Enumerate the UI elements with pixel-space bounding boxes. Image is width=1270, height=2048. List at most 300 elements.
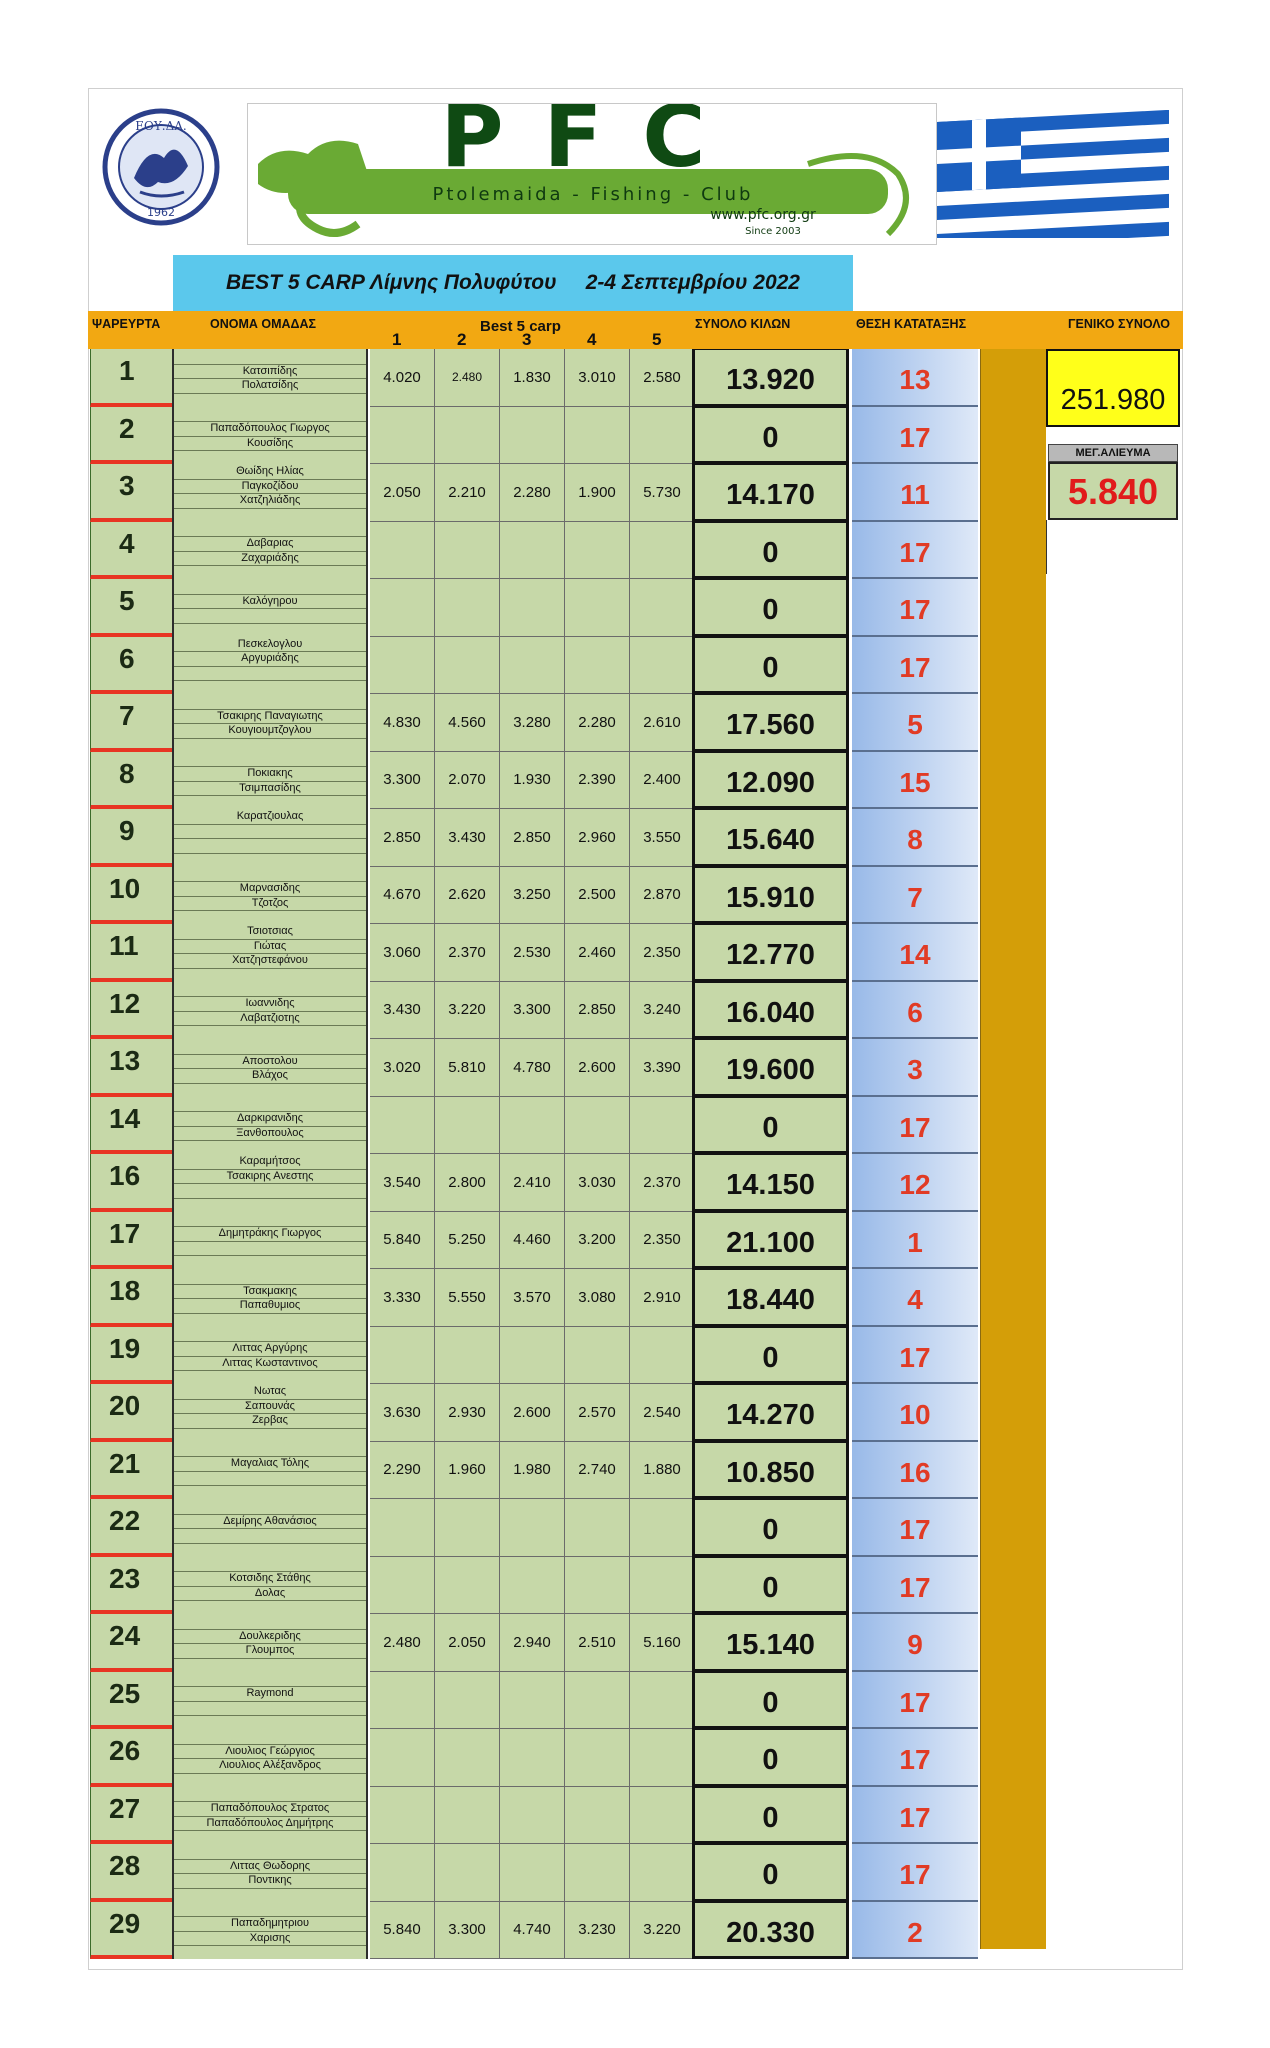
weight-cell — [500, 637, 565, 695]
spot-number-cell — [90, 752, 172, 810]
rank-cell: 16 — [852, 1442, 978, 1500]
spot-number: 1 — [119, 355, 135, 386]
table-row — [88, 809, 1048, 867]
team-member-name: Τσακιρης Παναγιωτης — [217, 709, 323, 722]
weight-cell: 4.670 — [370, 867, 435, 925]
team-member-name: Χαρισης — [249, 1931, 291, 1944]
col-rank-header: ΘΕΣΗ ΚΑΤΑΤΑΞΗΣ — [856, 317, 967, 331]
rank-cell: 10 — [852, 1384, 978, 1442]
team-names-cell — [172, 809, 368, 867]
team-member-name: Κατσιπίδης — [242, 364, 298, 377]
weight-cell: 3.240 — [630, 982, 695, 1040]
name-divider — [174, 910, 366, 911]
rank-cell: 17 — [852, 1729, 978, 1787]
pfc-since: Since 2003 — [745, 226, 801, 237]
name-divider — [174, 1528, 366, 1529]
weight-cell: 2.540 — [630, 1384, 695, 1442]
max-catch-value: 5.840 — [1048, 462, 1178, 520]
total-kilos-cell: 0 — [692, 1672, 849, 1730]
crest-text: ΕΟΥ.ΔΑ. — [135, 119, 187, 133]
name-divider — [174, 1140, 366, 1141]
weight-cell — [500, 522, 565, 580]
rank-cell: 15 — [852, 752, 978, 810]
rank-cell: 17 — [852, 1672, 978, 1730]
team-member-name: Χατζηλιάδης — [239, 494, 301, 506]
team-names-cell — [172, 1327, 368, 1385]
total-kilos-cell: 15.140 — [692, 1614, 849, 1672]
team-member-name: Λιουλιος Αλέξανδρος — [219, 1759, 321, 1771]
weight-cell: 2.850 — [500, 809, 565, 867]
weight-cell — [370, 1557, 435, 1615]
spot-number-cell — [90, 1384, 172, 1442]
name-divider — [174, 1600, 366, 1601]
spot-number: 26 — [109, 1735, 141, 1766]
team-names-cell — [172, 1787, 368, 1845]
name-divider — [174, 1183, 366, 1184]
name-divider — [174, 565, 366, 566]
name-divider — [174, 450, 366, 451]
weight-cell: 2.850 — [565, 982, 630, 1040]
weight-cell: 2.530 — [500, 924, 565, 982]
team-names-cell — [172, 752, 368, 810]
total-kilos-cell: 14.270 — [692, 1384, 849, 1442]
weight-cell: 3.010 — [565, 349, 630, 407]
col-w3-header: 3 — [522, 330, 532, 349]
team-member-name: Κοτσιδης Στάθης — [229, 1572, 311, 1584]
rank-cell: 12 — [852, 1154, 978, 1212]
weight-cell — [435, 637, 500, 695]
weight-cell — [500, 1097, 565, 1155]
team-names-cell — [172, 1097, 368, 1155]
table-row — [88, 1269, 1048, 1327]
column-header-bar — [88, 311, 1183, 349]
spot-number: 13 — [109, 1045, 141, 1076]
weight-cell — [435, 1499, 500, 1557]
rank-cell: 1 — [852, 1212, 978, 1270]
spot-number-cell — [90, 867, 172, 925]
team-member-name: Λιττας Θωδορης — [229, 1859, 311, 1872]
weight-cell — [500, 1327, 565, 1385]
name-divider — [174, 1241, 366, 1242]
team-member-name: Ζαχαριάδης — [241, 551, 299, 564]
team-member-name: Παπαδημητριου — [231, 1917, 309, 1929]
spot-number-cell — [90, 1729, 172, 1787]
team-member-name: Ποκιακης — [247, 767, 293, 779]
total-kilos-cell: 19.600 — [692, 1039, 849, 1097]
pfc-logo-text: PFC — [440, 104, 746, 187]
team-member-name: Αποστολου — [242, 1054, 298, 1067]
weight-cell: 2.510 — [565, 1614, 630, 1672]
spot-number: 24 — [109, 1620, 141, 1651]
table-row — [88, 694, 1048, 752]
team-member-name: Ιωαννιδης — [245, 997, 295, 1009]
team-member-name: Κουγιουμτζογλου — [228, 724, 312, 736]
weight-cell: 2.480 — [370, 1614, 435, 1672]
weight-cell: 5.250 — [435, 1212, 500, 1270]
team-names-cell — [172, 1557, 368, 1615]
table-row — [88, 637, 1048, 695]
weight-cell: 2.370 — [630, 1154, 695, 1212]
weight-cell: 2.210 — [435, 464, 500, 522]
spot-number-cell — [90, 1154, 172, 1212]
team-names-cell — [172, 867, 368, 925]
table-row — [88, 924, 1048, 982]
weight-cell — [630, 407, 695, 465]
team-member-name: Γιώτας — [253, 939, 287, 952]
col-w2-header: 2 — [457, 330, 467, 349]
spot-number-cell — [90, 637, 172, 695]
team-names-cell — [172, 637, 368, 695]
total-kilos-cell: 0 — [692, 1097, 849, 1155]
rank-cell: 17 — [852, 1787, 978, 1845]
total-kilos-cell: 0 — [692, 579, 849, 637]
weight-cell — [565, 1327, 630, 1385]
spot-number: 19 — [109, 1332, 141, 1364]
weight-cell — [565, 407, 630, 465]
name-divider — [174, 1543, 366, 1544]
team-member-name: Λαβατζιοτης — [240, 1011, 300, 1024]
name-divider — [174, 1658, 366, 1659]
weight-cell — [435, 579, 500, 637]
table-row — [88, 522, 1048, 580]
name-divider — [174, 1313, 366, 1314]
table-row — [88, 1787, 1048, 1845]
team-names-cell — [172, 1384, 368, 1442]
team-names-cell — [172, 1614, 368, 1672]
team-member-name: Τσακιρης Ανεστης — [226, 1169, 314, 1182]
weight-cell: 1.880 — [630, 1442, 695, 1500]
weight-cell: 3.630 — [370, 1384, 435, 1442]
team-names-cell — [172, 1442, 368, 1500]
name-divider — [174, 1428, 366, 1429]
name-divider — [174, 1485, 366, 1486]
col-team-header: ΟΝΟΜΑ ΟΜΑΔΑΣ — [210, 317, 317, 331]
team-member-name: Καρατζιουλας — [236, 810, 304, 822]
team-member-name: Τσιμπασίδης — [239, 781, 301, 794]
weight-cell: 1.960 — [435, 1442, 500, 1500]
col-w4-header: 4 — [587, 330, 597, 349]
rank-cell: 11 — [852, 464, 978, 522]
table-row — [88, 1729, 1048, 1787]
weight-cell: 2.960 — [565, 809, 630, 867]
rank-cell: 17 — [852, 1499, 978, 1557]
weight-cell: 4.460 — [500, 1212, 565, 1270]
team-member-name: Βλάχος — [252, 1069, 288, 1081]
weight-cell: 3.300 — [370, 752, 435, 810]
team-member-name: Λιουλιος Γεώργιος — [225, 1744, 315, 1757]
weight-cell — [500, 1844, 565, 1902]
rank-cell: 17 — [852, 522, 978, 580]
weight-cell — [370, 1499, 435, 1557]
rank-cell: 17 — [852, 1844, 978, 1902]
team-member-name: Δαρκιρανιδης — [236, 1112, 303, 1124]
weight-cell: 2.280 — [565, 694, 630, 752]
team-member-name: Ξανθοπουλος — [236, 1126, 304, 1139]
total-kilos-cell: 0 — [692, 1499, 849, 1557]
spot-number-cell — [90, 1902, 172, 1960]
weight-cell: 3.550 — [630, 809, 695, 867]
name-divider — [174, 1025, 366, 1026]
name-divider — [174, 680, 366, 681]
name-divider — [174, 1198, 366, 1199]
weight-cell — [565, 637, 630, 695]
total-kilos-cell: 0 — [692, 1557, 849, 1615]
name-divider — [174, 508, 366, 509]
weight-cell — [370, 407, 435, 465]
weight-cell: 3.430 — [435, 809, 500, 867]
team-names-cell — [172, 1269, 368, 1327]
col-w5-header: 5 — [652, 330, 662, 349]
weight-cell: 2.740 — [565, 1442, 630, 1500]
name-divider — [174, 838, 366, 839]
spot-number: 14 — [109, 1102, 141, 1134]
team-member-name: Δολας — [254, 1586, 286, 1599]
total-kilos-cell: 21.100 — [692, 1212, 849, 1270]
team-member-name: Καλόγηρου — [242, 594, 298, 607]
total-kilos-cell: 0 — [692, 407, 849, 465]
table-row — [88, 349, 1048, 407]
weight-cell: 3.080 — [565, 1269, 630, 1327]
table-row — [88, 1902, 1048, 1960]
weight-cell — [370, 1787, 435, 1845]
spot-number: 17 — [109, 1217, 141, 1249]
table-row — [88, 579, 1048, 637]
col-w1-header: 1 — [392, 330, 402, 349]
name-divider — [174, 1715, 366, 1716]
weight-cell: 2.390 — [565, 752, 630, 810]
table-row — [88, 1154, 1048, 1212]
table-row — [88, 1384, 1048, 1442]
club-crest-logo — [100, 108, 222, 226]
name-divider — [174, 795, 366, 796]
pfc-url: www.pfc.org.gr — [710, 207, 816, 223]
spot-number: 23 — [109, 1562, 141, 1594]
weight-cell — [630, 1844, 695, 1902]
pfc-logo — [248, 104, 936, 244]
name-divider — [174, 738, 366, 739]
spot-number: 25 — [109, 1677, 141, 1709]
weight-cell: 2.280 — [500, 464, 565, 522]
weight-cell — [630, 1499, 695, 1557]
weight-cell: 2.500 — [565, 867, 630, 925]
table-row — [88, 407, 1048, 465]
weight-cell: 5.550 — [435, 1269, 500, 1327]
max-catch-label: ΜΕΓ.ΑΛΙΕΥΜΑ — [1048, 444, 1178, 462]
name-divider — [174, 623, 366, 624]
rank-cell: 17 — [852, 407, 978, 465]
team-member-name: Γλουμπος — [245, 1644, 295, 1656]
weight-cell — [565, 1729, 630, 1787]
weight-cell — [435, 1844, 500, 1902]
weight-cell: 1.930 — [500, 752, 565, 810]
team-names-cell — [172, 349, 368, 407]
name-divider — [174, 393, 366, 394]
spot-number-cell — [90, 924, 172, 982]
spot-number-cell — [90, 1672, 172, 1730]
weight-cell — [565, 1097, 630, 1155]
total-kilos-cell: 20.330 — [692, 1902, 849, 1960]
table-row — [88, 1039, 1048, 1097]
pfc-subtitle: Ptolemaida - Fishing - Club — [432, 184, 754, 205]
spot-number-cell — [90, 1557, 172, 1615]
weight-cell: 3.540 — [370, 1154, 435, 1212]
total-kilos-cell: 12.090 — [692, 752, 849, 810]
weight-cell — [630, 1327, 695, 1385]
weight-cell: 3.570 — [500, 1269, 565, 1327]
team-member-name: Χατζηστεφάνου — [232, 954, 308, 966]
team-member-name: Παπαδόπουλος Γιωργος — [210, 422, 330, 434]
total-kilos-cell: 0 — [692, 1729, 849, 1787]
weight-cell — [630, 637, 695, 695]
spot-number-cell — [90, 1442, 172, 1500]
team-member-name: Κουσίδης — [246, 436, 294, 449]
weight-cell: 3.390 — [630, 1039, 695, 1097]
col-spot-header: ΨΑΡΕΥΡΤΑ — [92, 317, 161, 331]
spot-number-cell — [90, 1269, 172, 1327]
spot-number-cell — [90, 1787, 172, 1845]
pfc-banner — [247, 103, 937, 245]
greek-flag-icon — [937, 110, 1169, 238]
weight-cell — [370, 1729, 435, 1787]
spot-number: 11 — [109, 930, 139, 961]
weight-cell: 2.800 — [435, 1154, 500, 1212]
weight-cell: 2.620 — [435, 867, 500, 925]
weight-cell: 4.740 — [500, 1902, 565, 1960]
table-row — [88, 1614, 1048, 1672]
weight-cell: 2.400 — [630, 752, 695, 810]
weight-cell: 3.430 — [370, 982, 435, 1040]
weight-cell — [565, 1844, 630, 1902]
weight-cell: 2.350 — [630, 1212, 695, 1270]
spot-number-cell — [90, 579, 172, 637]
rank-cell: 17 — [852, 579, 978, 637]
name-divider — [174, 1830, 366, 1831]
spot-number-cell — [90, 1327, 172, 1385]
spot-number: 12 — [109, 987, 141, 1019]
team-names-cell — [172, 1902, 368, 1960]
total-kilos-cell: 0 — [692, 1787, 849, 1845]
weight-cell: 4.560 — [435, 694, 500, 752]
total-kilos-cell: 10.850 — [692, 1442, 849, 1500]
weight-cell — [435, 1787, 500, 1845]
weight-cell — [500, 1729, 565, 1787]
weight-cell: 3.250 — [500, 867, 565, 925]
total-kilos-cell: 14.170 — [692, 464, 849, 522]
weight-cell — [370, 579, 435, 637]
spot-number: 5 — [119, 585, 135, 616]
table-row — [88, 1499, 1048, 1557]
team-member-name: Μαρνασιδης — [239, 882, 301, 894]
weight-cell: 2.940 — [500, 1614, 565, 1672]
weight-cell — [370, 1097, 435, 1155]
weight-cell: 5.810 — [435, 1039, 500, 1097]
total-kilos-cell: 13.920 — [692, 349, 849, 407]
name-divider — [174, 666, 366, 667]
weight-cell — [630, 1729, 695, 1787]
weight-cell: 3.300 — [500, 982, 565, 1040]
weight-cell — [565, 1672, 630, 1730]
weight-cell: 5.840 — [370, 1212, 435, 1270]
weight-cell — [565, 1557, 630, 1615]
weight-cell: 2.570 — [565, 1384, 630, 1442]
weight-cell: 1.980 — [500, 1442, 565, 1500]
team-member-name: Αργυριάδης — [241, 652, 299, 664]
weight-cell — [500, 407, 565, 465]
team-names-cell — [172, 1154, 368, 1212]
team-member-name: Μαγαλιας Τόλης — [230, 1457, 310, 1469]
table-row — [88, 1212, 1048, 1270]
weight-cell: 3.220 — [435, 982, 500, 1040]
rank-cell: 17 — [852, 1557, 978, 1615]
total-kilos-cell: 16.040 — [692, 982, 849, 1040]
total-kilos-cell: 18.440 — [692, 1269, 849, 1327]
table-row — [88, 1557, 1048, 1615]
team-names-cell — [172, 1499, 368, 1557]
weight-cell — [370, 1672, 435, 1730]
weight-cell: 1.900 — [565, 464, 630, 522]
weight-cell — [435, 1327, 500, 1385]
team-names-cell — [172, 1729, 368, 1787]
total-kilos-cell: 12.770 — [692, 924, 849, 982]
weight-cell — [370, 1327, 435, 1385]
table-row — [88, 752, 1048, 810]
name-divider — [174, 1701, 366, 1702]
spot-number: 10 — [109, 872, 141, 904]
spot-number: 27 — [109, 1792, 141, 1824]
rank-cell: 5 — [852, 694, 978, 752]
spot-number: 18 — [109, 1275, 141, 1306]
name-divider — [174, 1083, 366, 1084]
weight-cell — [500, 1499, 565, 1557]
team-names-cell — [172, 1844, 368, 1902]
team-names-cell — [172, 1039, 368, 1097]
table-row — [88, 1442, 1048, 1500]
spot-number: 6 — [119, 642, 135, 674]
weight-cell — [435, 1729, 500, 1787]
spot-number: 16 — [109, 1160, 141, 1191]
rank-cell: 3 — [852, 1039, 978, 1097]
weight-cell: 2.600 — [565, 1039, 630, 1097]
team-member-name: Λιττας Κωσταντινος — [222, 1356, 318, 1369]
weight-cell — [435, 407, 500, 465]
team-names-cell — [172, 694, 368, 752]
rank-cell: 8 — [852, 809, 978, 867]
spot-number-cell — [90, 1844, 172, 1902]
team-member-name: Σαπουνάς — [245, 1399, 295, 1412]
rank-cell: 17 — [852, 1327, 978, 1385]
team-member-name: Καραμήτσος — [239, 1155, 301, 1167]
weight-cell: 3.030 — [565, 1154, 630, 1212]
table-row — [88, 867, 1048, 925]
weight-cell — [500, 1557, 565, 1615]
weight-cell: 2.070 — [435, 752, 500, 810]
weight-cell — [435, 522, 500, 580]
total-kilos-cell: 0 — [692, 1844, 849, 1902]
spot-number-cell — [90, 1039, 172, 1097]
weight-cell — [370, 522, 435, 580]
spot-number-cell — [90, 982, 172, 1040]
weight-cell: 4.020 — [370, 349, 435, 407]
team-names-cell — [172, 464, 368, 522]
team-member-name: Πεσκελογλου — [237, 637, 303, 650]
total-kilos-cell: 14.150 — [692, 1154, 849, 1212]
total-kilos-cell: 0 — [692, 1327, 849, 1385]
rank-cell: 4 — [852, 1269, 978, 1327]
total-kilos-cell: 0 — [692, 522, 849, 580]
spot-number: 8 — [119, 757, 135, 789]
total-kilos-cell: 17.560 — [692, 694, 849, 752]
spot-number: 4 — [119, 527, 135, 559]
